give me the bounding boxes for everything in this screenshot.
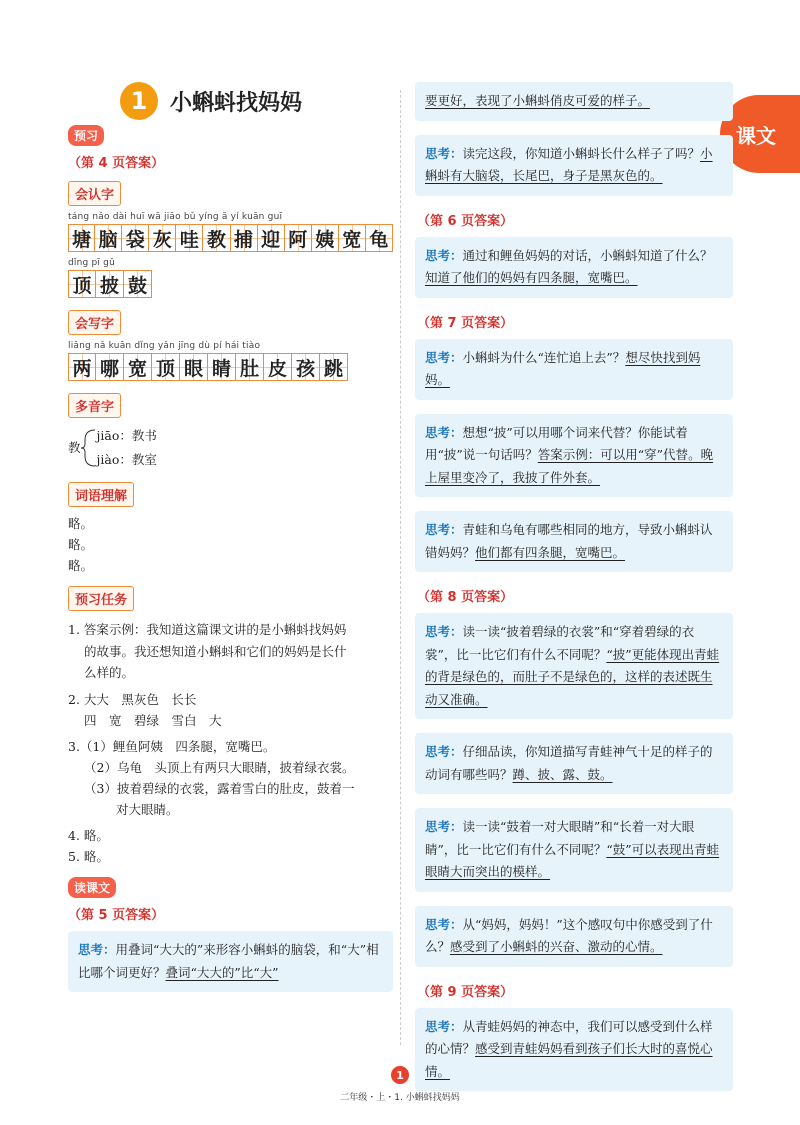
vocab-list — [68, 513, 393, 577]
think-box — [68, 931, 393, 992]
task-line: 5. 略。 — [68, 848, 109, 864]
brace-icon — [81, 428, 97, 468]
recognize-pinyin-row1: táng nǎo dài huī wā jiāo bǔ yíng ā yí kuān guī — [68, 212, 283, 222]
char-cell: 脑 — [95, 224, 122, 252]
char-cell: 顶 — [68, 270, 96, 298]
recognize-chars-row1 — [68, 224, 393, 252]
page8-label: （第 8 页答案） — [417, 590, 514, 605]
char-cell: 睛 — [208, 353, 236, 381]
think-label: 思考： — [425, 819, 463, 834]
think-answer: “披”更能体现出青蛙的背是绿色的，而肚子不是绿色的，这样的表述既生动又准确。 — [425, 646, 720, 707]
task-line: 的故事。我还想知道小蝌蚪和它们的妈妈是长什 — [84, 643, 347, 659]
think-box — [415, 82, 733, 121]
char-cell: 阿 — [285, 224, 312, 252]
char-cell: 披 — [96, 270, 124, 298]
think-label: 思考： — [425, 424, 463, 440]
think-label: 思考： — [425, 522, 463, 537]
char-cell: 龟 — [366, 224, 393, 252]
char-cell: 捕 — [231, 224, 258, 252]
char-cell: 顶 — [152, 353, 180, 381]
list-item: 略。 — [68, 515, 94, 531]
think-label: 思考： — [425, 1018, 463, 1034]
think-answer: 答案示例：可以用“穿”代替。晚上屋里变冷了，我披了件外套。 — [425, 447, 714, 485]
think-question: 从青蛙妈妈的神态中，我们可以感受到什么样的心情？ — [425, 1018, 713, 1056]
think-answer: “鼓”可以表现出青蛙眼睛大而突出的模样。 — [425, 841, 720, 879]
think-question: 小蝌蚪为什么“连忙追上去”？ — [462, 349, 626, 365]
think-answer: 知道了他们的妈妈有四条腿，宽嘴巴。 — [425, 270, 638, 285]
think-label: 思考： — [425, 916, 463, 932]
char-cell: 跳 — [320, 353, 348, 381]
char-cell: 袋 — [122, 224, 149, 252]
page9-label: （第 9 页答案） — [417, 984, 514, 1000]
page7-label: （第 7 页答案） — [417, 315, 514, 331]
char-cell: 眼 — [180, 353, 208, 381]
think-box — [415, 733, 733, 794]
char-cell: 肚 — [236, 353, 264, 381]
think-answer: 小蝌蚪有大脑袋，长尾巴，身子是黑灰色的。 — [425, 145, 713, 183]
task-line: 2. 大大 黑灰色 长长 — [68, 692, 197, 707]
lesson-number-badge: 1 — [120, 82, 158, 120]
think-question: 通过和鲤鱼妈妈的对话，小蝌蚪知道了什么？ — [462, 247, 713, 263]
right-column — [415, 82, 733, 1105]
think-question: 从“妈妈，妈妈！”这个感叹句中你感受到了什么？ — [425, 916, 713, 954]
think-box — [415, 414, 733, 498]
page6-label: （第 6 页答案） — [417, 213, 514, 229]
page-title: 小蝌蚪找妈妈 — [170, 89, 303, 116]
think-question: 青蛙和乌龟有哪些相同的地方，导致小蝌蚪认错妈妈？ — [425, 522, 713, 560]
think-box — [415, 135, 733, 196]
think-label: 思考： — [78, 942, 116, 957]
think-box — [415, 339, 733, 400]
write-pinyin: liǎng nǎ kuān dǐng yǎn jīng dù pí hái tiào — [68, 341, 261, 351]
think-question: 用叠词“大大的”来形容小蝌蚪的脑袋，和“大”相比哪个词更好？ — [78, 942, 379, 980]
char-cell: 宽 — [339, 224, 366, 252]
polyphone-char: 教 — [68, 440, 81, 456]
read-badge: 读课文 — [68, 877, 116, 898]
tasks-heading: 预习任务 — [68, 586, 134, 611]
char-cell: 教 — [203, 224, 230, 252]
recognize-heading: 会认字 — [68, 181, 121, 206]
recognize-pinyin-row2: dǐng pī gǔ — [68, 258, 115, 268]
think-answer: 感受到了小蝌蚪的兴奋、激动的心情。 — [450, 939, 663, 954]
recognize-chars-row2 — [68, 270, 393, 298]
char-cell: 皮 — [264, 353, 292, 381]
task-line: 4. 略。 — [68, 827, 109, 843]
think-label: 思考： — [425, 624, 463, 639]
footer-caption: 二年级・上・1. 小蝌蚪找妈妈 — [340, 1093, 460, 1103]
think-answer: 蹲、披、露、鼓。 — [512, 766, 613, 782]
think-box — [415, 1008, 733, 1092]
list-item: 略。 — [68, 536, 94, 552]
char-cell: 两 — [68, 353, 96, 381]
think-label: 思考： — [425, 744, 463, 759]
vocab-heading: 词语理解 — [68, 482, 134, 507]
char-cell: 孩 — [292, 353, 320, 381]
think-question: 想想“披”可以用哪个词来代替？你能试着用“披”说一句话吗？ — [425, 424, 688, 462]
task-line: 么样的。 — [84, 664, 135, 680]
think-label: 思考： — [425, 247, 463, 263]
write-chars — [68, 353, 393, 381]
char-cell: 灰 — [149, 224, 176, 252]
think-answer: 他们都有四条腿，宽嘴巴。 — [475, 544, 626, 560]
task-line: 四 宽 碧绿 雪白 大 — [84, 713, 222, 729]
task-line: （2）乌龟 头顶上有两只大眼睛，披着绿衣裳。 — [84, 759, 355, 775]
think-answer: 想尽快找到妈妈。 — [425, 349, 701, 387]
think-box — [415, 237, 733, 298]
task-line: 1. 答案示例：我知道这篇课文讲的是小蝌蚪找妈妈 — [68, 622, 347, 638]
think-label: 思考： — [425, 349, 463, 365]
page5-label: （第 5 页答案） — [68, 908, 165, 923]
task-line: 3.（1）鲤鱼阿姨 四条腿，宽嘴巴。 — [68, 738, 276, 754]
think-answer: 感受到青蛙妈妈看到孩子们长大时的喜悦心情。 — [425, 1041, 713, 1079]
column-divider — [400, 90, 401, 1045]
write-heading: 会写字 — [68, 310, 121, 335]
think-answer: 要更好，表现了小蝌蚪俏皮可爱的样子。 — [425, 93, 651, 108]
preview-badge: 预习 — [68, 125, 104, 146]
think-question: 读一读“鼓着一对大眼睛”和“长着一对大眼睛”，比一比它们有什么不同呢？ — [425, 819, 695, 857]
task-line: （3）披着碧绿的衣裳，露着雪白的肚皮，鼓着一 — [84, 781, 355, 796]
char-cell: 塘 — [68, 224, 95, 252]
polyphone-block — [68, 424, 393, 472]
think-question: 读一读“披着碧绿的衣裳”和“穿着碧绿的衣裳”，比一比它们有什么不同呢？ — [425, 624, 695, 662]
char-cell: 迎 — [258, 224, 285, 252]
section-tab: 课文 — [720, 95, 800, 173]
page4-label: （第 4 页答案） — [68, 156, 165, 171]
think-question: 读完这段，你知道小蝌蚪长什么样子了吗？ — [462, 145, 701, 161]
left-column — [68, 125, 393, 1006]
char-cell: 鼓 — [124, 270, 152, 298]
list-item: 略。 — [68, 558, 94, 573]
think-label: 思考： — [425, 145, 463, 161]
think-question: 仔细品读，你知道描写青蛙神气十足的样子的动词有哪些吗？ — [425, 744, 713, 782]
char-cell: 宽 — [124, 353, 152, 381]
char-cell: 姨 — [312, 224, 339, 252]
page-number: 1 — [391, 1066, 409, 1084]
tasks-list — [68, 619, 393, 867]
task-line: 对大眼睛。 — [116, 802, 179, 818]
polyphone-heading: 多音字 — [68, 393, 121, 418]
polyphone-reading-1: jiāo：教书 — [96, 428, 157, 443]
lesson-header — [120, 82, 302, 120]
think-box — [415, 511, 733, 572]
think-box — [415, 613, 733, 719]
char-cell: 哪 — [96, 353, 124, 381]
think-answer: 叠词“大大的”比“大” — [165, 964, 279, 980]
think-box — [415, 906, 733, 967]
char-cell: 哇 — [176, 224, 203, 252]
think-box — [415, 808, 733, 892]
polyphone-reading-2: jiào：教室 — [96, 451, 157, 467]
